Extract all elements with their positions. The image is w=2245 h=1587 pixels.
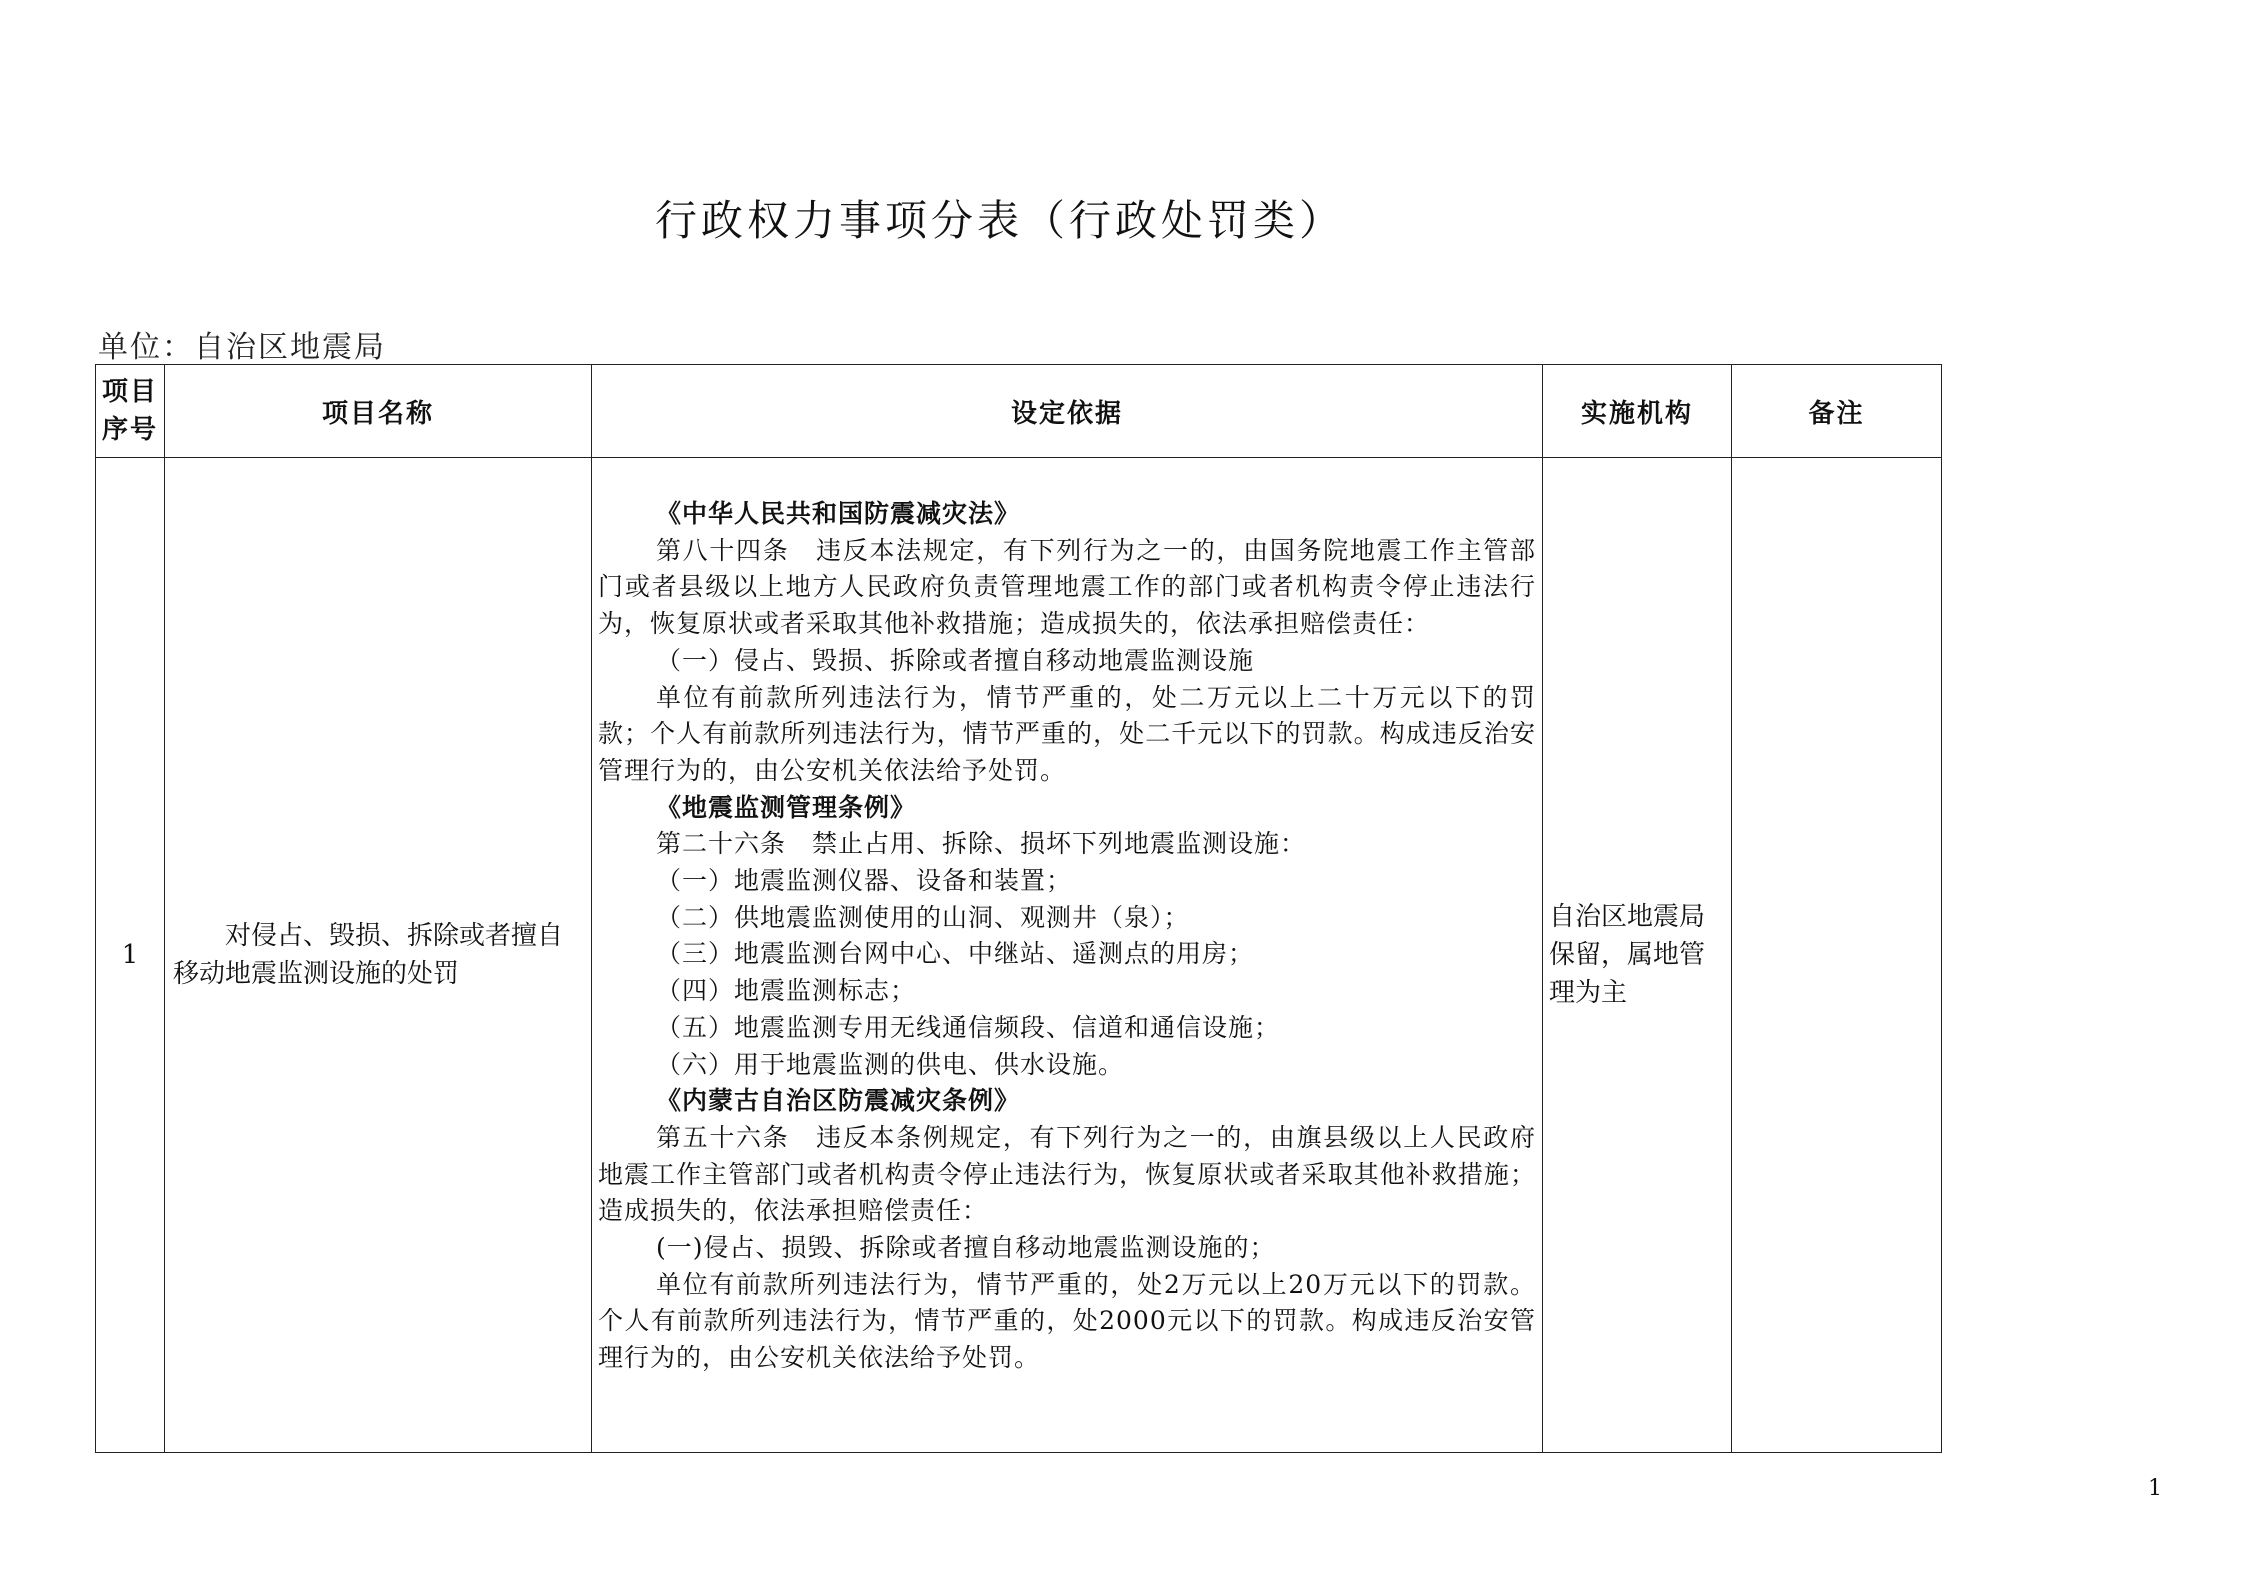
law-title: 《内蒙古自治区防震减灾条例》 xyxy=(656,1086,1021,1116)
header-basis: 设定依据 xyxy=(592,365,1543,458)
basis-paragraph: (一)侵占、损毁、拆除或者擅自移动地震监测设施的； xyxy=(656,1233,1276,1263)
item-name: 对侵占、毁损、拆除或者擅自移动地震监测设施的处罚 xyxy=(165,458,592,1453)
basis-paragraph: 单位有前款所列违法行为，情节严重的，处二万元以上二十万元以下的罚款；个人有前款所列违法行为，情节严重的，处二千元以下的罚款。构成违反治安管理行为的，由公安机关依法给予处罚。 xyxy=(598,682,1536,785)
header-note: 备注 xyxy=(1732,365,1942,458)
header-org: 实施机构 xyxy=(1543,365,1732,458)
basis-paragraph: （六）用于地震监测的供电、供水设施。 xyxy=(656,1049,1125,1079)
unit-label: 单位：自治区地震局 xyxy=(98,330,386,365)
basis-paragraph: 单位有前款所列违法行为，情节严重的，处2万元以上20万元以下的罚款。个人有前款所列违法行为，情节严重的，处2000元以下的罚款。构成违反治安管理行为的，由公安机关依法给予处罚。 xyxy=(598,1269,1536,1373)
header-name: 项目名称 xyxy=(165,365,592,458)
header-num: 项目序号 xyxy=(96,365,165,458)
item-basis xyxy=(592,458,1543,1453)
power-items-table xyxy=(95,364,1942,1453)
basis-paragraph: （五）地震监测专用无线通信频段、信道和通信设施； xyxy=(656,1012,1281,1042)
law-title: 《中华人民共和国防震减灾法》 xyxy=(656,499,1021,528)
table-header-row xyxy=(96,365,1942,458)
table-row xyxy=(96,458,1942,1453)
item-note xyxy=(1732,458,1942,1453)
item-org: 自治区地震局保留，属地管理为主 xyxy=(1543,458,1732,1453)
basis-paragraph: （三）地震监测台网中心、中继站、遥测点的用房； xyxy=(656,939,1255,969)
page-title: 行政权力事项分表（行政处罚类） xyxy=(654,196,1345,245)
basis-paragraph: 第五十六条 违反本条例规定，有下列行为之一的，由旗县级以上人民政府地震工作主管部门或者机构责令停止违法行为，恢复原状或者采取其他补救措施；造成损失的，依法承担赔偿责任： xyxy=(598,1122,1536,1226)
basis-paragraph: （一）侵占、毁损、拆除或者擅自移动地震监测设施 xyxy=(656,645,1255,675)
basis-paragraph: 第八十四条 违反本法规定，有下列行为之一的，由国务院地震工作主管部门或者县级以上地方人民政府负责管理地震工作的部门或者机构责令停止违法行为，恢复原状或者采取其他补救措施；造成损失的，依法承担赔偿责任： xyxy=(598,535,1536,639)
item-number: 1 xyxy=(96,458,165,1453)
page-number: 1 xyxy=(2148,1476,2162,1501)
basis-paragraph: （四）地震监测标志； xyxy=(656,976,917,1006)
basis-paragraph: （一）地震监测仪器、设备和装置； xyxy=(656,866,1073,896)
law-title: 《地震监测管理条例》 xyxy=(656,792,917,822)
basis-paragraph: 第二十六条 禁止占用、拆除、损坏下列地震监测设施： xyxy=(656,829,1307,859)
basis-paragraph: （二）供地震监测使用的山洞、观测井（泉）； xyxy=(656,902,1190,932)
